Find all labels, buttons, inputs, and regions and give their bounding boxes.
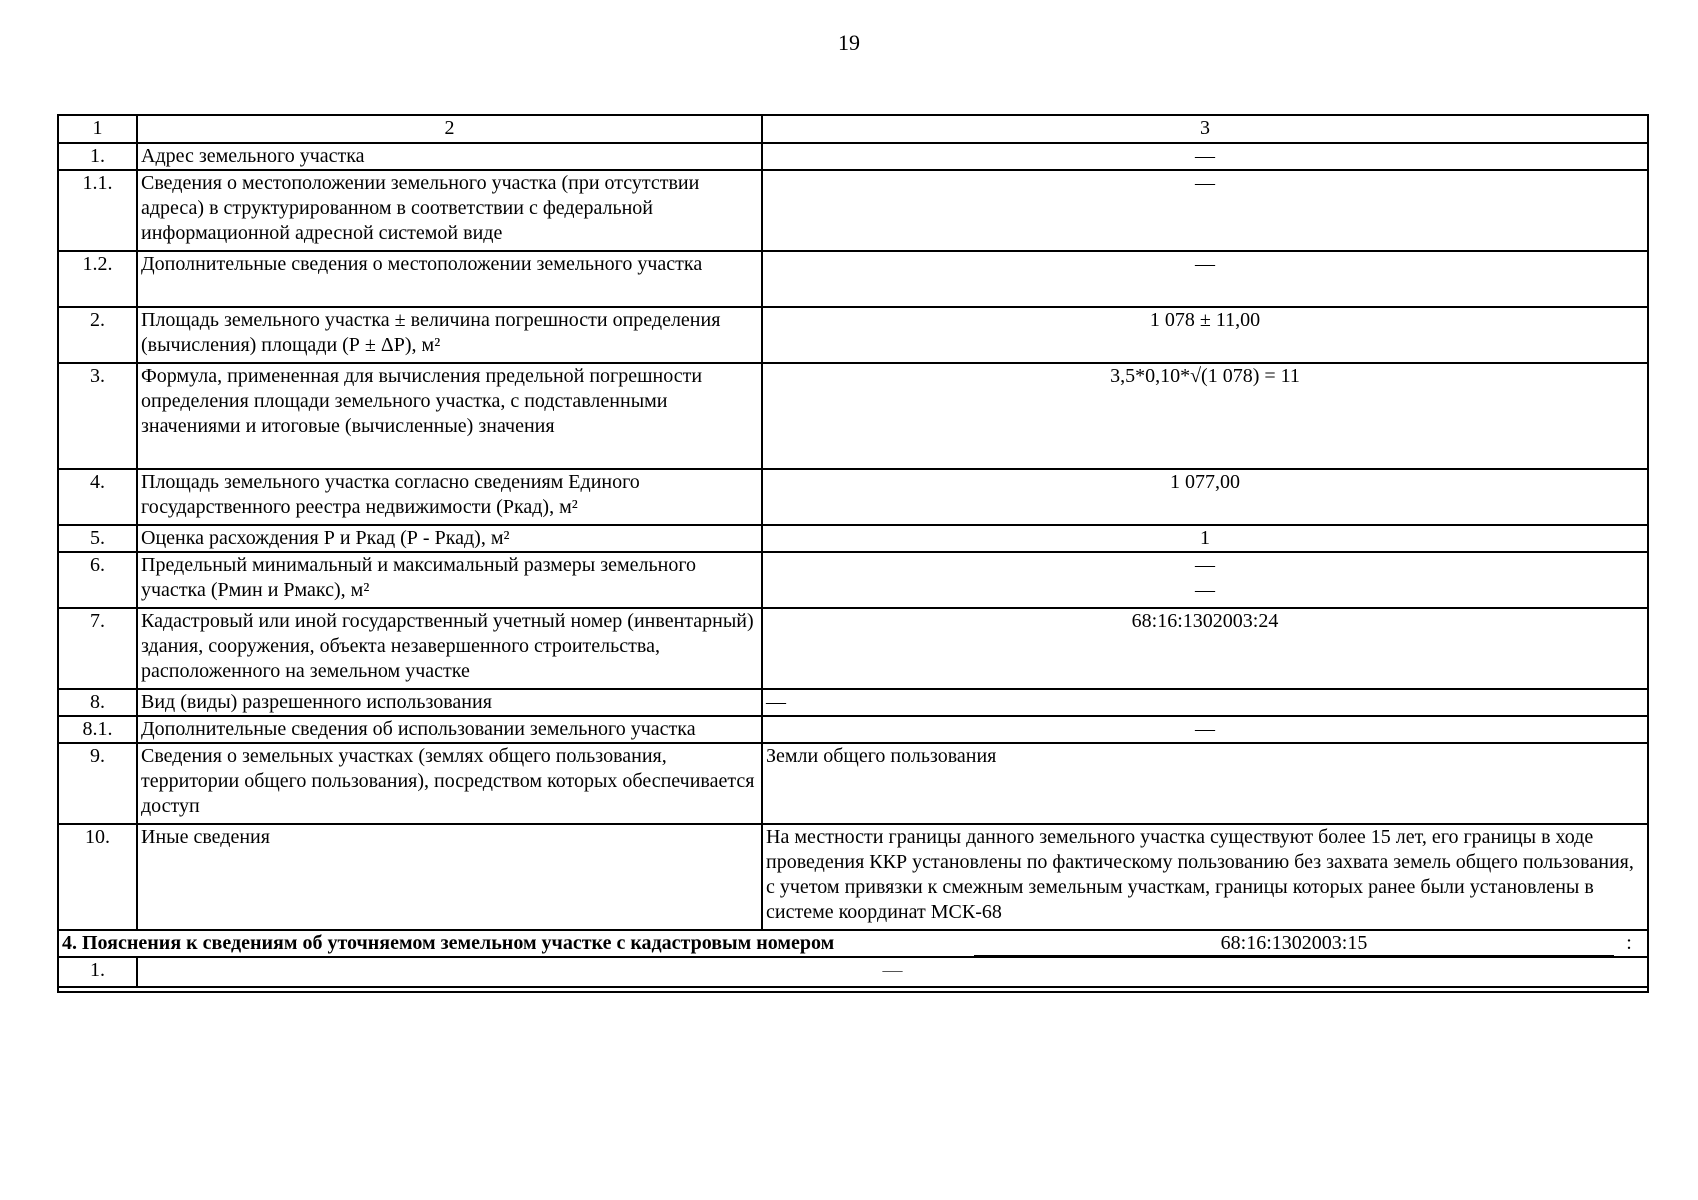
row-value-pair [762,552,1648,608]
row-number: 1. [58,957,137,987]
row-number: 1.1. [58,170,137,251]
table-row [58,307,1648,363]
row-value: Земли общего пользования [762,743,1648,824]
row-label: Дополнительные сведения об использовании земельного участка [137,716,762,743]
cadastral-number: 68:16:1302003:15 [974,931,1614,956]
header-col-3: 3 [762,115,1648,143]
row-value: — [762,251,1648,307]
table-row [58,469,1648,525]
row-label: Оценка расхождения Р и Ркад (Р - Ркад), м² [137,525,762,552]
max-size-value: — [1195,579,1215,601]
header-col-2: 2 [137,115,762,143]
row-number: 8.1. [58,716,137,743]
row-value: 3,5*0,10*√(1 078) = 11 [762,363,1648,469]
table-row [58,824,1648,930]
row-number: 5. [58,525,137,552]
min-size-value: — [1195,554,1215,576]
row-value: — [762,170,1648,251]
row-label: Вид (виды) разрешенного использования [137,689,762,716]
cadastral-colon: : [1626,932,1632,954]
row-number: 10. [58,824,137,930]
row-number: 4. [58,469,137,525]
table-row [58,608,1648,689]
row-value: 68:16:1302003:24 [762,608,1648,689]
table-row [58,716,1648,743]
table-row [58,743,1648,824]
row-number: 6. [58,552,137,608]
section-4-header [58,930,1648,957]
row-label: Предельный минимальный и максимальный размеры земельного участка (Рмин и Рмакс), м² [137,552,762,608]
table-row [58,689,1648,716]
table-row [58,363,1648,469]
land-plot-table [57,114,1649,993]
table-row [58,170,1648,251]
row-value: — [137,957,1648,987]
row-number: 2. [58,307,137,363]
table-header-row [58,115,1648,143]
row-label: Дополнительные сведения о местоположении земельного участка [137,251,762,307]
row-number: 1.2. [58,251,137,307]
row-value: На местности границы данного земельного участка существуют более 15 лет, его границы в ходе проведения ККР установлены по фактическому пользованию без захвата земель общего пользования, с учетом привязки к смежным земельным участкам, границы которых ранее были установлены в системе координат МСК-68 [762,824,1648,930]
table-row [58,251,1648,307]
row-label: Иные сведения [137,824,762,930]
header-col-1: 1 [58,115,137,143]
row-label: Сведения о местоположении земельного участка (при отсутствии адреса) в структурированном в соответствии с федеральной информационной адресной системой виде [137,170,762,251]
row-value: 1 [762,525,1648,552]
bottom-rule [58,987,1648,992]
row-label: Сведения о земельных участках (землях общего пользования, территории общего пользования), посредством которых обеспечивается доступ [137,743,762,824]
row-label: Формула, примененная для вычисления предельной погрешности определения площади земельного участка, с подставленными значениями и итоговые (вычисленные) значения [137,363,762,469]
row-value: — [762,716,1648,743]
row-label: Площадь земельного участка согласно сведениям Единого государственного реестра недвижимости (Ркад), м² [137,469,762,525]
cadastral-number-line [974,931,1644,956]
table-row [58,552,1648,608]
row-value: — [762,143,1648,170]
row-label: Адрес земельного участка [137,143,762,170]
row-label: Площадь земельного участка ± величина погрешности определения (вычисления) площади (Р ± ΔР), м² [137,307,762,363]
table-row [58,525,1648,552]
row-number: 8. [58,689,137,716]
row-label: Кадастровый или иной государственный учетный номер (инвентарный) здания, сооружения, объекта незавершенного строительства, расположенного на земельном участке [137,608,762,689]
row-number: 7. [58,608,137,689]
row-value: 1 077,00 [762,469,1648,525]
table-row [58,957,1648,987]
row-value: — [762,689,1648,716]
table-row [58,143,1648,170]
row-number: 9. [58,743,137,824]
section-4-title: 4. Пояснения к сведениям об уточняемом земельном участке с кадастровым номером [62,932,835,954]
page-number: 19 [838,30,860,55]
section-4-header-row [58,930,1648,957]
row-value: 1 078 ± 11,00 [762,307,1648,363]
row-number: 1. [58,143,137,170]
row-number: 3. [58,363,137,469]
